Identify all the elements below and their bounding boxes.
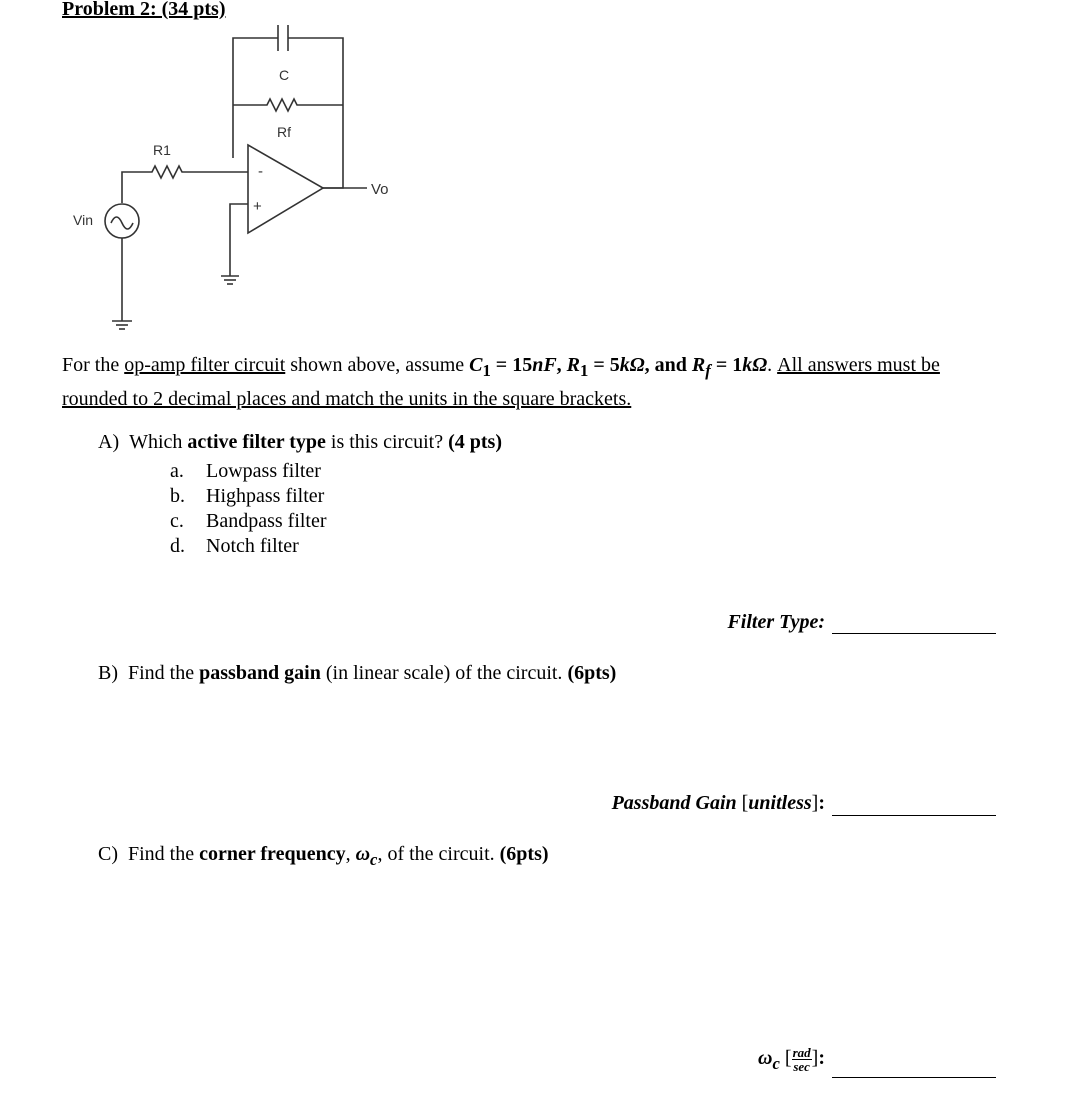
input-resistor [122,166,248,203]
problem-statement: For the op-amp filter circuit shown above, assume $C_1 = 15nF$, $R_1 = 5k\Omega$, and $R_f = 1k\Omega$. All answers must be rounded to 2 decimal places and match the units in the square brackets. [62,354,940,410]
label-vin: Vin [73,212,93,228]
op-amp-circuit-diagram [55,18,415,338]
question-a: A) Which active filter type is this circuit? (4 pts) [98,431,502,453]
feedback-wire [233,38,343,188]
non-inverting-wire [230,204,248,276]
label-plus: + [253,198,262,215]
problem-title: Problem 2: (34 pts) [62,0,226,20]
option-a: a. Lowpass filter [170,460,321,482]
passband-gain-label: Passband Gain [unitless]: [611,792,825,814]
ac-source [105,204,139,238]
option-c: c. Bandpass filter [170,510,327,532]
label-c: C [278,67,290,83]
passband-gain-answer-line[interactable] [832,815,996,816]
option-b: b. Highpass filter [170,485,325,507]
op-amp-filter-phrase: op-amp filter circuit [124,354,286,376]
label-vo: Vo [371,181,389,198]
label-rf: Rf [277,124,291,140]
rounding-note: All answers must be rounded to 2 decimal places and match the units in the square brackets. [62,354,940,410]
label-minus: - [258,163,263,180]
filter-type-label: Filter Type: [727,611,825,633]
question-c: C) Find the corner frequency, $\omega_c$, of the circuit. (6pts) [98,843,549,869]
rad-per-sec-fraction: rad sec [792,1045,811,1074]
feedback-resistor [233,99,343,111]
corner-frequency-label: $\omega_c$ [ rad sec ]: [758,1045,825,1074]
option-d: d. Notch filter [170,535,299,557]
filter-type-answer-line[interactable] [832,633,996,634]
op-amp-triangle [248,145,323,233]
question-b: B) Find the passband gain (in linear scale) of the circuit. (6pts) [98,662,617,684]
label-r1: R1 [153,142,171,158]
corner-frequency-answer-line[interactable] [832,1077,996,1078]
